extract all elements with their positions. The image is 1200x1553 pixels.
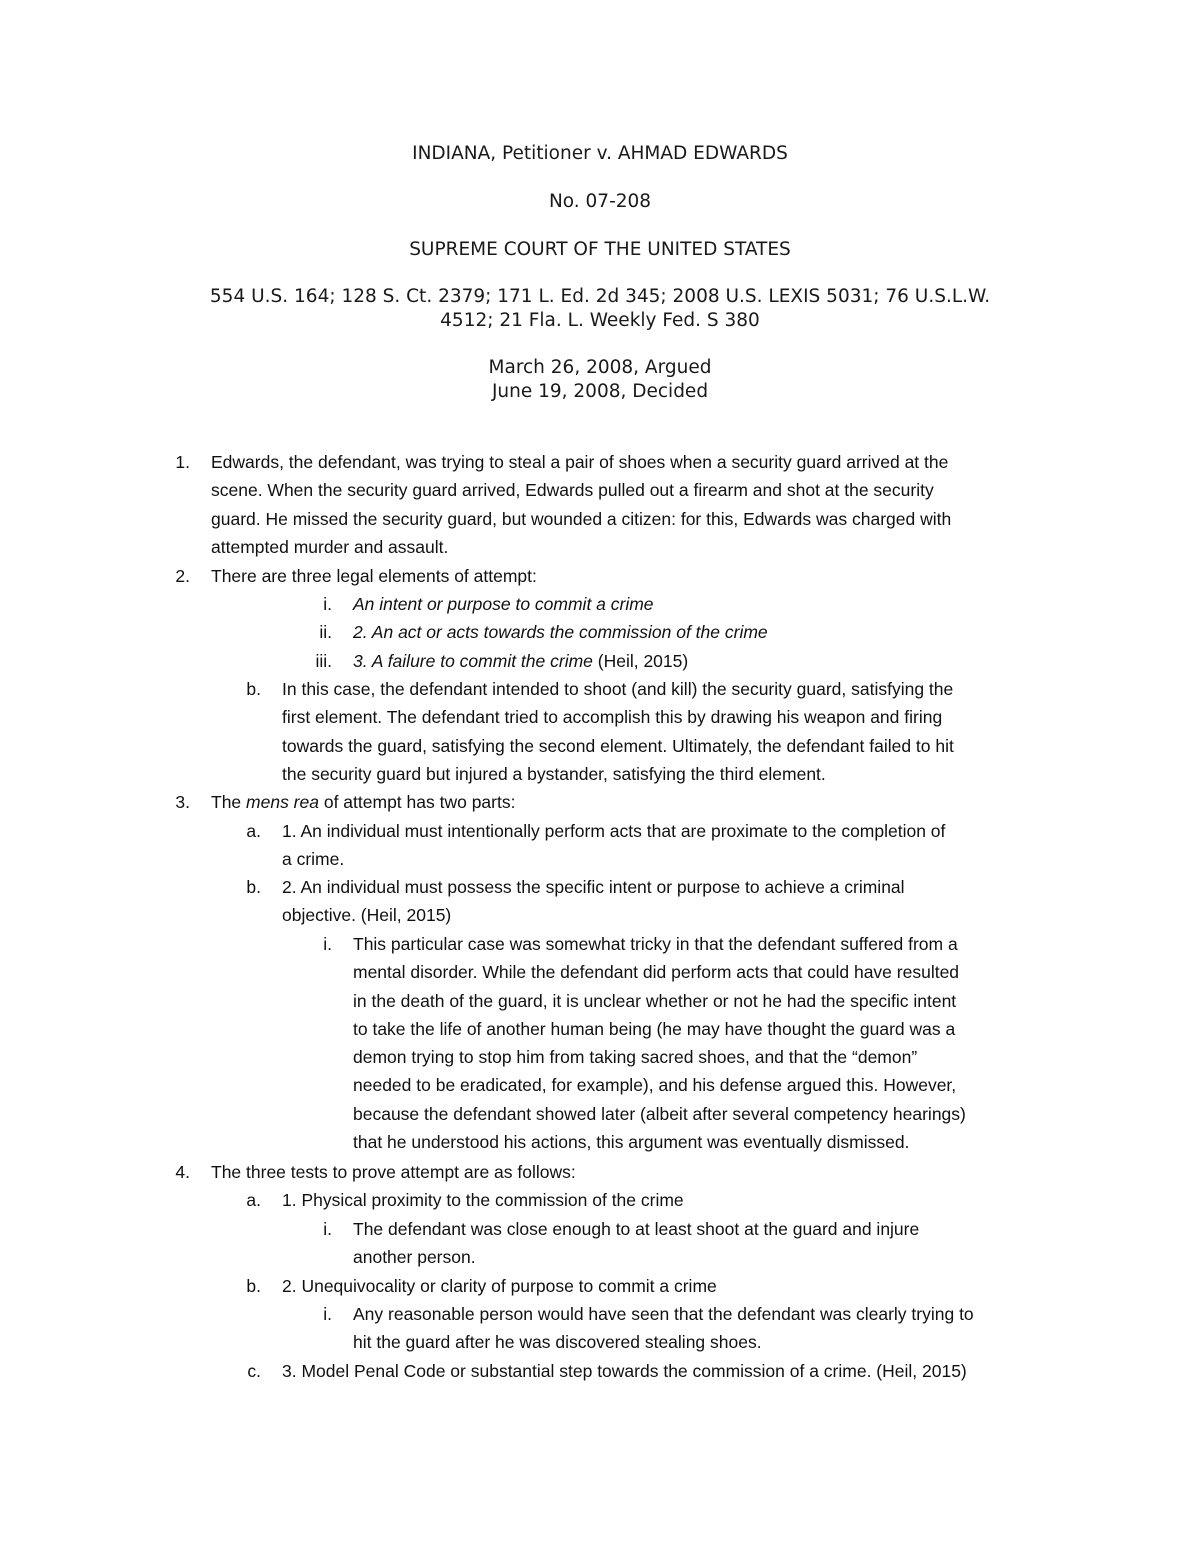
court-name: SUPREME COURT OF THE UNITED STATES bbox=[409, 239, 791, 260]
list-marker: iii. bbox=[315, 651, 332, 671]
text-line: towards the guard, satisfying the second element. Ultimately, the defendant failed to hit bbox=[282, 735, 954, 756]
case-title: INDIANA, Petitioner v. AHMAD EDWARDS bbox=[412, 143, 788, 164]
text-line: scene. When the security guard arrived, Edwards pulled out a firearm and shot at the security bbox=[211, 480, 934, 501]
list-marker: c. bbox=[247, 1361, 261, 1381]
text-line: objective. (Heil, 2015) bbox=[282, 905, 452, 926]
docket-number: No. 07-208 bbox=[548, 191, 652, 212]
text-line: another person. bbox=[353, 1247, 476, 1268]
text-line: The defendant was close enough to at least shoot at the guard and injure bbox=[353, 1219, 920, 1239]
text-line: guard. He missed the security guard, but wounded a citizen: for this, Edwards was charged with bbox=[211, 508, 952, 529]
list-item-4c: 3. Model Penal Code or substantial step towards the commission of a crime. (Heil, 2015) bbox=[282, 1361, 967, 1381]
element-3-text: 3. A failure to commit the crime bbox=[353, 651, 593, 671]
list-item-4a: 1. Physical proximity to the commission of the crime bbox=[282, 1190, 684, 1210]
list-marker: a. bbox=[246, 821, 261, 841]
list-item-3a bbox=[282, 817, 945, 874]
element-3 bbox=[353, 647, 688, 675]
list-marker: b. bbox=[246, 877, 261, 897]
list-item-2b bbox=[282, 675, 954, 788]
text-line: 1. An individual must intentionally perform acts that are proximate to the completion of bbox=[282, 821, 946, 841]
list-marker: i. bbox=[323, 934, 332, 954]
text-line: 2. An individual must possess the specific intent or purpose to achieve a criminal bbox=[282, 877, 905, 897]
text-line: in the death of the guard, it is unclear whether or not he had the specific intent bbox=[353, 990, 957, 1011]
list-marker: b. bbox=[246, 679, 261, 699]
text-line: In this case, the defendant intended to shoot (and kill) the security guard, satisfying the bbox=[282, 679, 954, 699]
list-item-3 bbox=[211, 788, 515, 816]
text-line: because the defendant showed later (albeit after several competency hearings) bbox=[353, 1103, 966, 1124]
list-marker: i. bbox=[323, 1304, 332, 1324]
element-1: An intent or purpose to commit a crime bbox=[353, 594, 654, 614]
list-item-4b: 2. Unequivocality or clarity of purpose to commit a crime bbox=[282, 1276, 717, 1296]
element-2: 2. An act or acts towards the commission of the crime bbox=[353, 622, 768, 642]
text-segment: The bbox=[211, 792, 247, 812]
text-line: hit the guard after he was discovered stealing shoes. bbox=[353, 1332, 762, 1353]
list-marker: i. bbox=[323, 1219, 332, 1239]
list-marker: 3. bbox=[175, 792, 190, 812]
text-line: to take the life of another human being (he may have thought the guard was a bbox=[353, 1018, 956, 1039]
list-item-4ai bbox=[353, 1215, 919, 1272]
text-segment: of attempt has two parts: bbox=[318, 792, 516, 812]
list-item-4: The three tests to prove attempt are as follows: bbox=[211, 1162, 576, 1182]
list-marker: i. bbox=[323, 594, 332, 614]
list-item-4bi bbox=[353, 1300, 974, 1357]
list-marker: 4. bbox=[175, 1162, 190, 1182]
list-marker: 1. bbox=[175, 452, 190, 472]
citation-line-2: 4512; 21 Fla. L. Weekly Fed. S 380 bbox=[440, 310, 760, 331]
list-marker: ii. bbox=[319, 622, 332, 642]
text-line: attempted murder and assault. bbox=[211, 536, 449, 557]
argued-date: March 26, 2008, Argued bbox=[488, 357, 712, 378]
list-item-1 bbox=[211, 448, 951, 561]
list-marker: b. bbox=[246, 1276, 261, 1296]
text-line: mental disorder. While the defendant did perform acts that could have resulted bbox=[353, 962, 960, 983]
citation: (Heil, 2015) bbox=[592, 651, 689, 671]
text-line: needed to be eradicated, for example), and his defense argued this. However, bbox=[353, 1075, 957, 1096]
text-italic: mens rea bbox=[246, 792, 319, 812]
list-marker: 2. bbox=[175, 566, 190, 586]
text-line: demon trying to stop him from taking sacred shoes, and that the “demon” bbox=[353, 1047, 918, 1068]
text-line: This particular case was somewhat tricky in that the defendant suffered from a bbox=[353, 934, 958, 954]
text-line: first element. The defendant tried to accomplish this by drawing his weapon and firing bbox=[282, 707, 943, 728]
list-item-3b bbox=[282, 873, 905, 930]
decided-date: June 19, 2008, Decided bbox=[491, 381, 709, 402]
list-marker: a. bbox=[246, 1190, 261, 1210]
text-line: a crime. bbox=[282, 849, 345, 870]
text-line: the security guard but injured a bystander, satisfying the third element. bbox=[282, 763, 826, 784]
text-line: Edwards, the defendant, was trying to steal a pair of shoes when a security guard arrived at the bbox=[211, 452, 949, 472]
text-line: Any reasonable person would have seen that the defendant was clearly trying to bbox=[353, 1304, 974, 1324]
text-line: that he understood his actions, this argument was eventually dismissed. bbox=[353, 1132, 910, 1153]
list-item-2: There are three legal elements of attempt: bbox=[211, 566, 537, 586]
list-item-3bi bbox=[353, 930, 966, 1156]
citation-line-1: 554 U.S. 164; 128 S. Ct. 2379; 171 L. Ed. 2d 345; 2008 U.S. LEXIS 5031; 76 U.S.L.W. bbox=[209, 286, 991, 307]
